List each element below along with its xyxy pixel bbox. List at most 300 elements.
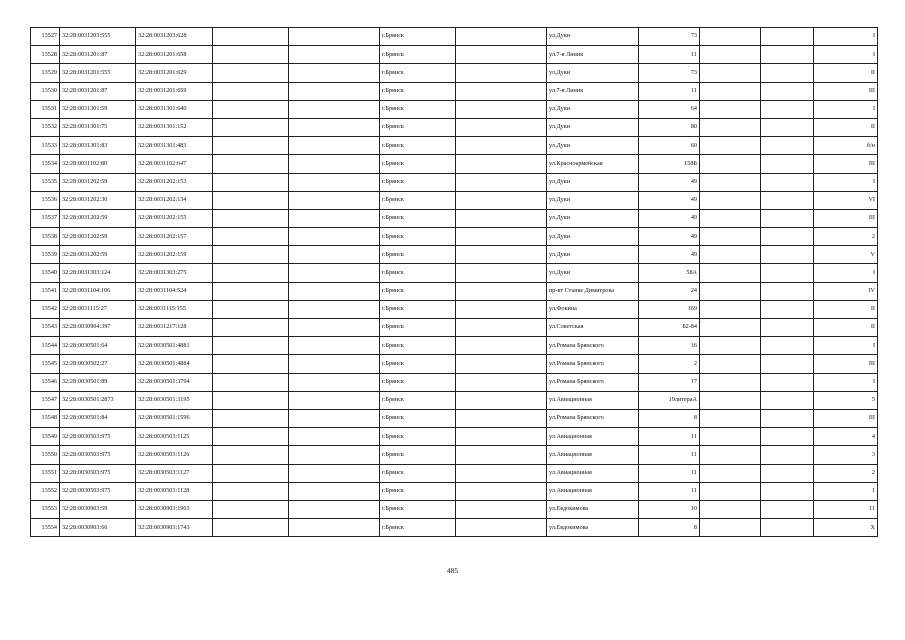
object-cadastral-number-cell: 32:28:0031201:658 [136, 46, 213, 64]
empty-cell [456, 337, 547, 355]
table-row [31, 82, 878, 100]
empty-cell [289, 519, 380, 537]
empty-cell [289, 337, 380, 355]
empty-cell [761, 409, 814, 427]
object-cadastral-number-cell: 32:28:0031202:153 [136, 173, 213, 191]
empty-cell [213, 46, 289, 64]
table-row [31, 282, 878, 300]
row-number-cell: 13533 [31, 137, 60, 155]
street-cell: ул.Авиационная [547, 391, 639, 409]
city-cell: г.Брянск [380, 391, 456, 409]
house-number-cell: 24 [639, 282, 700, 300]
house-number-cell: 11 [639, 446, 700, 464]
empty-cell [213, 155, 289, 173]
empty-cell [761, 28, 814, 46]
empty-cell [289, 319, 380, 337]
object-cadastral-number-cell: 32:28:0031115:155 [136, 300, 213, 318]
row-number-cell: 13537 [31, 209, 60, 227]
empty-cell [213, 137, 289, 155]
empty-cell [700, 46, 761, 64]
empty-cell [700, 100, 761, 118]
house-number-cell: 49 [639, 209, 700, 227]
empty-cell [456, 282, 547, 300]
house-number-cell: 49 [639, 191, 700, 209]
city-cell: г.Брянск [380, 500, 456, 518]
table-row [31, 46, 878, 64]
empty-cell [761, 228, 814, 246]
street-cell: ул.Романа Брянского [547, 337, 639, 355]
premises-number-cell: I [814, 373, 878, 391]
empty-cell [700, 209, 761, 227]
premises-number-cell: 1 [814, 482, 878, 500]
empty-cell [700, 519, 761, 537]
empty-cell [213, 282, 289, 300]
table-row [31, 155, 878, 173]
empty-cell [456, 373, 547, 391]
empty-cell [761, 282, 814, 300]
object-cadastral-number-cell: 32:28:0030501:4881 [136, 337, 213, 355]
premises-number-cell: 3 [814, 446, 878, 464]
cadastral-number-cell: 32:28:0031303:124 [60, 264, 136, 282]
street-cell: ул.Дуки [547, 246, 639, 264]
cadastral-number-cell: 32:28:0031301:83 [60, 137, 136, 155]
empty-cell [456, 500, 547, 518]
table-row [31, 391, 878, 409]
cadastral-number-cell: 32:28:0031202:59 [60, 173, 136, 191]
cadastral-number-cell: 32:28:0031203:555 [60, 28, 136, 46]
object-cadastral-number-cell: 32:28:0030503:1125 [136, 428, 213, 446]
empty-cell [700, 409, 761, 427]
empty-cell [761, 264, 814, 282]
city-cell: г.Брянск [380, 409, 456, 427]
table-row [31, 500, 878, 518]
premises-number-cell: I [814, 173, 878, 191]
street-cell: ул.Дуки [547, 209, 639, 227]
table-row [31, 373, 878, 391]
empty-cell [761, 337, 814, 355]
empty-cell [213, 519, 289, 537]
empty-cell [289, 500, 380, 518]
object-cadastral-number-cell: 32:28:0030503:1126 [136, 446, 213, 464]
empty-cell [213, 264, 289, 282]
row-number-cell: 13536 [31, 191, 60, 209]
city-cell: г.Брянск [380, 337, 456, 355]
cadastral-number-cell: 32:28:0031202:59 [60, 209, 136, 227]
empty-cell [213, 355, 289, 373]
table-row [31, 209, 878, 227]
empty-cell [456, 319, 547, 337]
empty-cell [761, 155, 814, 173]
row-number-cell: 13532 [31, 118, 60, 136]
row-number-cell: 13543 [31, 319, 60, 337]
table-row [31, 28, 878, 46]
premises-number-cell: 2 [814, 228, 878, 246]
empty-cell [700, 64, 761, 82]
premises-number-cell: II [814, 300, 878, 318]
street-cell: ул.Дуки [547, 100, 639, 118]
empty-cell [761, 246, 814, 264]
premises-number-cell: II [814, 64, 878, 82]
empty-cell [213, 28, 289, 46]
row-number-cell: 13551 [31, 464, 60, 482]
table-row [31, 519, 878, 537]
empty-cell [289, 300, 380, 318]
empty-cell [213, 173, 289, 191]
row-number-cell: 13541 [31, 282, 60, 300]
premises-number-cell: 2 [814, 464, 878, 482]
empty-cell [700, 391, 761, 409]
empty-cell [761, 500, 814, 518]
empty-cell [761, 118, 814, 136]
street-cell: ул.Красноармейская [547, 155, 639, 173]
empty-cell [700, 300, 761, 318]
house-number-cell: 19литераА [639, 391, 700, 409]
empty-cell [289, 355, 380, 373]
house-number-cell: 49 [639, 228, 700, 246]
empty-cell [289, 28, 380, 46]
house-number-cell: 64 [639, 100, 700, 118]
empty-cell [761, 82, 814, 100]
registry-table [30, 27, 878, 537]
house-number-cell: 49 [639, 173, 700, 191]
city-cell: г.Брянск [380, 64, 456, 82]
city-cell: г.Брянск [380, 228, 456, 246]
empty-cell [213, 118, 289, 136]
empty-cell [213, 228, 289, 246]
empty-cell [456, 519, 547, 537]
cadastral-number-cell: 32:28:0030903:59 [60, 500, 136, 518]
house-number-cell: 2 [639, 355, 700, 373]
street-cell: ул.Романа Брянского [547, 355, 639, 373]
object-cadastral-number-cell: 32:28:0031202:155 [136, 209, 213, 227]
empty-cell [289, 246, 380, 264]
city-cell: г.Брянск [380, 482, 456, 500]
table-row [31, 264, 878, 282]
empty-cell [700, 155, 761, 173]
empty-cell [700, 446, 761, 464]
empty-cell [761, 428, 814, 446]
object-cadastral-number-cell: 32:28:0031203:628 [136, 28, 213, 46]
row-number-cell: 13528 [31, 46, 60, 64]
premises-number-cell: I [814, 28, 878, 46]
empty-cell [700, 137, 761, 155]
empty-cell [289, 155, 380, 173]
street-cell: ул.Евдокимова [547, 519, 639, 537]
empty-cell [700, 464, 761, 482]
city-cell: г.Брянск [380, 191, 456, 209]
street-cell: ул.Дуки [547, 173, 639, 191]
empty-cell [761, 173, 814, 191]
street-cell: ул.Авиационная [547, 428, 639, 446]
house-number-cell: 80 [639, 118, 700, 136]
object-cadastral-number-cell: 32:28:0030503:1128 [136, 482, 213, 500]
premises-number-cell: I [814, 264, 878, 282]
city-cell: г.Брянск [380, 246, 456, 264]
object-cadastral-number-cell: 32:28:0030501:3794 [136, 373, 213, 391]
empty-cell [289, 46, 380, 64]
premises-number-cell: III [814, 355, 878, 373]
table-row [31, 355, 878, 373]
house-number-cell: 11 [639, 82, 700, 100]
premises-number-cell: I [814, 100, 878, 118]
city-cell: г.Брянск [380, 100, 456, 118]
city-cell: г.Брянск [380, 82, 456, 100]
street-cell: ул.7-я Линия [547, 82, 639, 100]
empty-cell [289, 428, 380, 446]
cadastral-number-cell: 32:28:0031104:106 [60, 282, 136, 300]
empty-cell [213, 373, 289, 391]
empty-cell [213, 428, 289, 446]
row-number-cell: 13534 [31, 155, 60, 173]
empty-cell [700, 118, 761, 136]
empty-cell [761, 373, 814, 391]
row-number-cell: 13540 [31, 264, 60, 282]
empty-cell [213, 300, 289, 318]
empty-cell [700, 173, 761, 191]
table-row [31, 246, 878, 264]
object-cadastral-number-cell: 32:28:0030501:1596 [136, 409, 213, 427]
house-number-cell: 73 [639, 64, 700, 82]
empty-cell [213, 409, 289, 427]
object-cadastral-number-cell: 32:28:0031202:157 [136, 228, 213, 246]
empty-cell [761, 46, 814, 64]
cadastral-number-cell: 32:28:0031102:80 [60, 155, 136, 173]
premises-number-cell: VI [814, 191, 878, 209]
row-number-cell: 13552 [31, 482, 60, 500]
empty-cell [456, 118, 547, 136]
object-cadastral-number-cell: 32:28:0031301:483 [136, 137, 213, 155]
street-cell: ул.Советская [547, 319, 639, 337]
premises-number-cell: I [814, 337, 878, 355]
empty-cell [761, 355, 814, 373]
premises-number-cell: 4 [814, 428, 878, 446]
empty-cell [456, 46, 547, 64]
row-number-cell: 13538 [31, 228, 60, 246]
premises-number-cell: II [814, 118, 878, 136]
empty-cell [289, 82, 380, 100]
empty-cell [700, 428, 761, 446]
city-cell: г.Брянск [380, 173, 456, 191]
empty-cell [289, 264, 380, 282]
empty-cell [456, 191, 547, 209]
empty-cell [289, 446, 380, 464]
row-number-cell: 13547 [31, 391, 60, 409]
object-cadastral-number-cell: 32:28:0031104:524 [136, 282, 213, 300]
cadastral-number-cell: 32:28:0031201:87 [60, 46, 136, 64]
city-cell: г.Брянск [380, 28, 456, 46]
empty-cell [289, 228, 380, 246]
street-cell: ул.Романа Брянского [547, 409, 639, 427]
empty-cell [700, 337, 761, 355]
row-number-cell: 13554 [31, 519, 60, 537]
empty-cell [761, 100, 814, 118]
object-cadastral-number-cell: 32:28:0031301:152 [136, 118, 213, 136]
empty-cell [213, 337, 289, 355]
city-cell: г.Брянск [380, 319, 456, 337]
street-cell: ул.Романа Брянского [547, 373, 639, 391]
table-row [31, 137, 878, 155]
empty-cell [289, 137, 380, 155]
empty-cell [456, 246, 547, 264]
empty-cell [213, 500, 289, 518]
empty-cell [761, 519, 814, 537]
empty-cell [700, 373, 761, 391]
empty-cell [700, 191, 761, 209]
table-row [31, 118, 878, 136]
empty-cell [761, 64, 814, 82]
empty-cell [213, 100, 289, 118]
cadastral-number-cell: 32:28:0030503:975 [60, 428, 136, 446]
street-cell: ул.Авиационная [547, 482, 639, 500]
row-number-cell: 13535 [31, 173, 60, 191]
city-cell: г.Брянск [380, 464, 456, 482]
object-cadastral-number-cell: 32:28:0031217:128 [136, 319, 213, 337]
row-number-cell: 13546 [31, 373, 60, 391]
street-cell: пр-кт Станке Димитрова [547, 282, 639, 300]
city-cell: г.Брянск [380, 155, 456, 173]
object-cadastral-number-cell: 32:28:0030501:4884 [136, 355, 213, 373]
street-cell: ул.Авиационная [547, 464, 639, 482]
premises-number-cell: X [814, 519, 878, 537]
street-cell: ул.Дуки [547, 191, 639, 209]
city-cell: г.Брянск [380, 446, 456, 464]
street-cell: ул.7-я Линия [547, 46, 639, 64]
street-cell: ул.Дуки [547, 118, 639, 136]
street-cell: ул.Дуки [547, 137, 639, 155]
object-cadastral-number-cell: 32:28:0030501:3195 [136, 391, 213, 409]
row-number-cell: 13553 [31, 500, 60, 518]
empty-cell [213, 64, 289, 82]
empty-cell [213, 446, 289, 464]
table-row [31, 64, 878, 82]
empty-cell [700, 500, 761, 518]
empty-cell [289, 409, 380, 427]
cadastral-number-cell: 32:28:0030503:975 [60, 482, 136, 500]
empty-cell [456, 428, 547, 446]
empty-cell [289, 373, 380, 391]
cadastral-number-cell: 32:28:0030502:27 [60, 355, 136, 373]
registry-rows [31, 28, 878, 537]
city-cell: г.Брянск [380, 519, 456, 537]
row-number-cell: 13550 [31, 446, 60, 464]
empty-cell [700, 264, 761, 282]
premises-number-cell: I [814, 46, 878, 64]
empty-cell [700, 482, 761, 500]
empty-cell [700, 82, 761, 100]
row-number-cell: 13544 [31, 337, 60, 355]
premises-number-cell: III [814, 155, 878, 173]
row-number-cell: 13529 [31, 64, 60, 82]
table-row [31, 337, 878, 355]
table-row [31, 428, 878, 446]
object-cadastral-number-cell: 32:28:0031102:647 [136, 155, 213, 173]
city-cell: г.Брянск [380, 428, 456, 446]
empty-cell [456, 173, 547, 191]
cadastral-number-cell: 32:28:0030501:2873 [60, 391, 136, 409]
house-number-cell: 49 [639, 246, 700, 264]
cadastral-number-cell: 32:28:0030501:89 [60, 373, 136, 391]
empty-cell [289, 464, 380, 482]
house-number-cell: 158Б [639, 155, 700, 173]
table-row [31, 100, 878, 118]
empty-cell [761, 137, 814, 155]
cadastral-number-cell: 32:28:0031115:27 [60, 300, 136, 318]
table-row [31, 446, 878, 464]
empty-cell [456, 228, 547, 246]
row-number-cell: 13527 [31, 28, 60, 46]
city-cell: г.Брянск [380, 209, 456, 227]
cadastral-number-cell: 32:28:0030903:66 [60, 519, 136, 537]
street-cell: ул.Дуки [547, 28, 639, 46]
city-cell: г.Брянск [380, 137, 456, 155]
house-number-cell: 169 [639, 300, 700, 318]
premises-number-cell: IV [814, 282, 878, 300]
house-number-cell: 60 [639, 137, 700, 155]
empty-cell [456, 209, 547, 227]
table-row [31, 191, 878, 209]
empty-cell [456, 355, 547, 373]
house-number-cell: 17 [639, 373, 700, 391]
house-number-cell: 11 [639, 464, 700, 482]
empty-cell [456, 28, 547, 46]
empty-cell [456, 137, 547, 155]
premises-number-cell: V [814, 246, 878, 264]
table-row [31, 464, 878, 482]
row-number-cell: 13549 [31, 428, 60, 446]
object-cadastral-number-cell: 32:28:0031202:159 [136, 246, 213, 264]
empty-cell [289, 100, 380, 118]
object-cadastral-number-cell: 32:28:0030903:1743 [136, 519, 213, 537]
empty-cell [700, 228, 761, 246]
empty-cell [213, 246, 289, 264]
house-number-cell: 8 [639, 519, 700, 537]
empty-cell [456, 391, 547, 409]
cadastral-number-cell: 32:28:0031202:30 [60, 191, 136, 209]
street-cell: ул.Авиационная [547, 446, 639, 464]
table-row [31, 173, 878, 191]
empty-cell [213, 391, 289, 409]
premises-number-cell: III [814, 209, 878, 227]
city-cell: г.Брянск [380, 300, 456, 318]
row-number-cell: 13531 [31, 100, 60, 118]
cadastral-number-cell: 32:28:0031201:87 [60, 82, 136, 100]
empty-cell [213, 464, 289, 482]
empty-cell [456, 264, 547, 282]
city-cell: г.Брянск [380, 355, 456, 373]
cadastral-number-cell: 32:28:0031301:59 [60, 100, 136, 118]
row-number-cell: 13542 [31, 300, 60, 318]
empty-cell [761, 300, 814, 318]
cadastral-number-cell: 32:28:0031201:555 [60, 64, 136, 82]
object-cadastral-number-cell: 32:28:0031301:640 [136, 100, 213, 118]
house-number-cell: 73 [639, 28, 700, 46]
empty-cell [456, 446, 547, 464]
empty-cell [700, 246, 761, 264]
empty-cell [761, 319, 814, 337]
empty-cell [213, 209, 289, 227]
cadastral-number-cell: 32:28:0030501:64 [60, 337, 136, 355]
cadastral-number-cell: 32:28:0031202:59 [60, 246, 136, 264]
object-cadastral-number-cell: 32:28:0031201:629 [136, 64, 213, 82]
table-row [31, 319, 878, 337]
empty-cell [289, 173, 380, 191]
city-cell: г.Брянск [380, 282, 456, 300]
premises-number-cell: II [814, 319, 878, 337]
empty-cell [213, 319, 289, 337]
empty-cell [761, 446, 814, 464]
cadastral-number-cell: 32:28:0031301:75 [60, 118, 136, 136]
empty-cell [213, 482, 289, 500]
